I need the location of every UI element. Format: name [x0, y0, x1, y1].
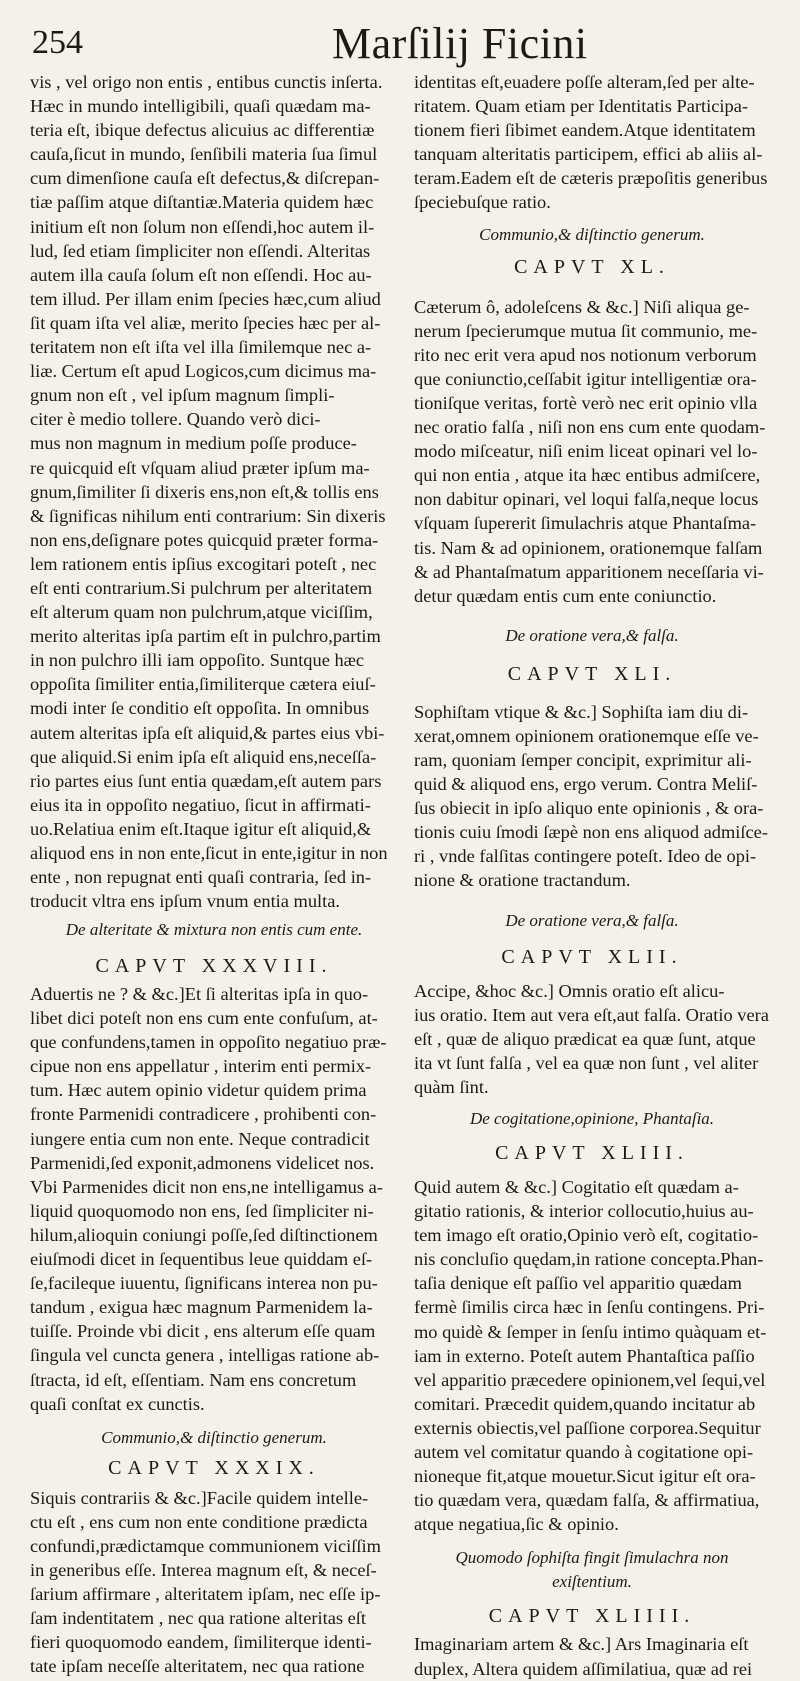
chapter-heading: CAPVT XXXVIII. [95, 955, 333, 977]
chapter-heading: CAPVT XLI. [507, 662, 677, 685]
left-column [30, 70, 398, 1678]
section-heading: De cogitatione,opinione, Phantaſia. [469, 1109, 715, 1128]
chapter-heading: CAPVT XL. [514, 255, 670, 278]
chapter-heading: CAPVT XLIII. [495, 1142, 689, 1164]
section-heading: Communio,& diſtinctio generum. [479, 224, 705, 244]
paragraph: Siquis contrariis & &c.]Facile quidem intelle- ctu eſt , ens cum non ente conditione prædicta confundi,prædictamque communionem viciſſim in generibus eſſe. Interea magnum eſt, & neceſ- ſarium affirmare , alteritatem ipſam, nec eſſe ip- ſam indentitatem , nec qua ratione alteritas eſt fieri quoquomodo eandem, ſimiliterque identi- tate ipſam neceſſe alteritatem, nec qua ratione [30, 1487, 381, 1677]
section-heading: De oratione vera,& falſa. [505, 625, 679, 645]
paragraph: identitas eſt,euadere poſſe alteram,ſed per alte- ritatem. Quam etiam per Identitatis Participa- tionem fieri ſibimet eandem.Atque identitatem tanquam alteritatis participem, effici ab aliis al- teram.Eadem eſt de cæteris præpoſitis generibus ſpeciebuſque ratio. [414, 72, 768, 213]
chapter-heading: CAPVT XXXIX. [108, 1456, 320, 1479]
paragraph: Imaginariam artem & &c.] Ars Imaginaria eſt duplex, Altera quidem aſſimilatiua, quæ ad rei [414, 1634, 753, 1679]
paragraph: vis , vel origo non entis , entibus cunctis inſerta. Hæc in mundo intelligibili, quaſi quædam ma- teria eſt, ibique defectus alicuius ac differentiæ cauſa,ſicut in mundo, ſenſibili materia ſua ſimul cum dimenſione cauſa eſt defectus,& diſcrepan- tiæ paſſim atque diſtantiæ.Materia quidem hæc initium eſt non ſolum non eſſendi,hoc autem il- lud, ſed etiam ſimpliciter non eſſendi. Alteritas autem illa cauſa ſolum eſt non eſſendi. Hoc au- tem illud. Per illam enim ſpecies hæc,cum aliud ſit quam iſta vel aliæ, merito ſpecies hæc per al- teritatem non eſt iſta vel illa ſimilemque nec a- liæ. Certum eſt apud Logicos,cum dicimus ma- gnum non eſt , vel ipſum magnum ſimpli- citer è medio tollere. Quando verò dici- mus non magnum in medium poſſe produce- re quicquid eſt vſquam aliud præter ipſum ma- gnum,ſimiliter ſi dixeris ens,non eſt,& tollis ens & ſignificas nihilum enti contrarium: Sin dixeris non ens,deſignare potes quicquid præter forma- lem rationem entis ipſius excogitari poteſt , nec eſt enti contrarium.Si pulchrum per alteritatem eſt alterum quam non pulchrum,atque viciſſim, merito alteritas ipſa partim eſt in pulchro,partim in non pulchro illi iam oppoſito. Suntque hæc oppoſita ſimiliter entia,ſimiliterque cætera eiuſ- modi inter ſe conditio eſt oppoſita. In omnibus autem alteritas ipſa eſt aliquid,& partes eius vbi- que aliquid.Si enim ipſa eſt aliquid ens,neceſſa- rio partes eius ſunt entia quædam,eſt autem pars eius ita in oppoſito negatiuo, ſicut in affirmati- uo.Relatiua enim eſt.Itaque igitur eſt aliquid,& aliquod ens in non ente,ſicut in ente,igitur in non ente , non repugnat enti quaſi contraria, ſed in- troducit vltra ens ipſum vnum entia multa. [30, 72, 388, 912]
paragraph: Cæterum ô, adoleſcens & &c.] Niſi aliqua ge- nerum ſpecierumque mutua ſit communio, me- rito nec erit vera apud nos notionum verborum que coniunctio,ceſſabit igitur intelligentiæ ora- tioniſque veritas, fortè verò nec erit opinio vlla nec oratio falſa , niſi non ens cum ente quodam- modo miſceatur, niſi enim liceat opinari vel lo- qui non entia , atque ita hæc entibus admiſcere, non dabitur opinari, vel loqui falſa,neque locus vſquam ſupererit ſimulachris atque Phantaſma- tis. Nam & ad opinionem, orationemque falſam & ad Phantaſmatum apparitionem neceſſaria vi- detur quædam entis cum ente coniunctio. [414, 296, 766, 606]
page-number: 254 [32, 24, 83, 61]
page-header [32, 14, 770, 66]
paragraph: Sophiſtam vtique & &c.] Sophiſta iam diu di- xerat,omnem opinionem orationemque eſſe ve- ram, quoniam ſemper concipit, exprimitur ali- quid & aliquod ens, ergo verum. Contra Meliſ- ſus obiecit in ipſo aliquo ente opinionis , & ora- tionis cuiu ſmodi ſæpè non ens aliquod admiſce- ri , vnde falſitas contingere poteſt. Ideo de opi- nione & oratione tractandum. [414, 701, 768, 891]
chapter-heading: CAPVT XLII. [501, 945, 683, 968]
chapter-heading: CAPVT XLIIII. [488, 1605, 696, 1628]
paragraph: Accipe, &hoc &c.] Omnis oratio eſt alicu- ius oratio. Item aut vera eſt,aut falſa. Oratio vera eſt , quæ de aliquo prædicat ea quæ ſunt, atque ita vt ſunt falſa , vel ea quæ non ſunt , vel aliter quàm ſint. [414, 980, 769, 1097]
right-column [414, 70, 770, 1681]
running-head: Marſilij Ficini [332, 19, 588, 68]
paragraph: Aduertis ne ? & &c.]Et ſi alteritas ipſa in quo- libet dici poteſt non ens cum ente confuſum, at- que confundens,tamen in oppoſito negatiuo præ- cipue non ens appellatur , interim enti permix- tum. Hæc autem opinio videtur quidem prima fronte Parmenidi contradicere , prohibenti con- iungere entia cum non ente. Neque contradicit Parmenidi,ſed exponit,admonens videlicet nos. Vbi Parmenides dicit non ens,ne intelligamus a- liquid quoquomodo non ens, ſed ſimpliciter ni- hilum,alioquin coniungi poſſe,ſed diſtinctionem eiuſmodi dicet in ſequentibus leue quiddam eſ- ſe,facileque iuuentu, ſignificans interea non pu- tandum , exigua hæc magnum Parmenidem la- tuiſſe. Proinde vbi dicit , ens alterum eſſe quam ſingula vel cuncta genera , intelligas ratione ab- ſtracta, id eſt, eſſentiam. Nam ens concretum quaſi conſtat ex cunctis. [30, 984, 387, 1414]
section-heading: De alteritate & mixtura non entis cum ente. [65, 920, 363, 939]
paragraph: Quid autem & &c.] Cogitatio eſt quædam a- gitatio rationis, & interior collocutio,huius au- tem imago eſt oratio,Opinio verò eſt, cogitatio- nis concluſio quędam,in ratione concepta.Phan- taſia denique eſt paſſio vel apparitio quædam fermè ſimilis circa hæc in ſenſu contingens. Pri- mo quidè & ſemper in ſenſu intimo quàquam et- iam in externo. Poteſt autem Phantaſtica paſſio vel apparitio præcedere opinionem,vel ſequi,vel comitari. Præcedit quidem,quando incitatur ab externis obiectis,vel paſſione corporea.Sequitur autem vel comitatur quando à cogitatione opi- nioneque fit,atque mouetur.Sicut igitur eſt ora- tio quædam vera, quædam falſa, & affirmatiua, atque negatiua,ſic & opinio. [414, 1177, 767, 1535]
section-heading: Quomodo ſophiſta fingit ſimulachra non exiſtentium. [455, 1548, 729, 1592]
section-heading: Communio,& diſtinctio generum. [101, 1427, 327, 1447]
section-heading: De oratione vera,& falſa. [505, 910, 679, 930]
